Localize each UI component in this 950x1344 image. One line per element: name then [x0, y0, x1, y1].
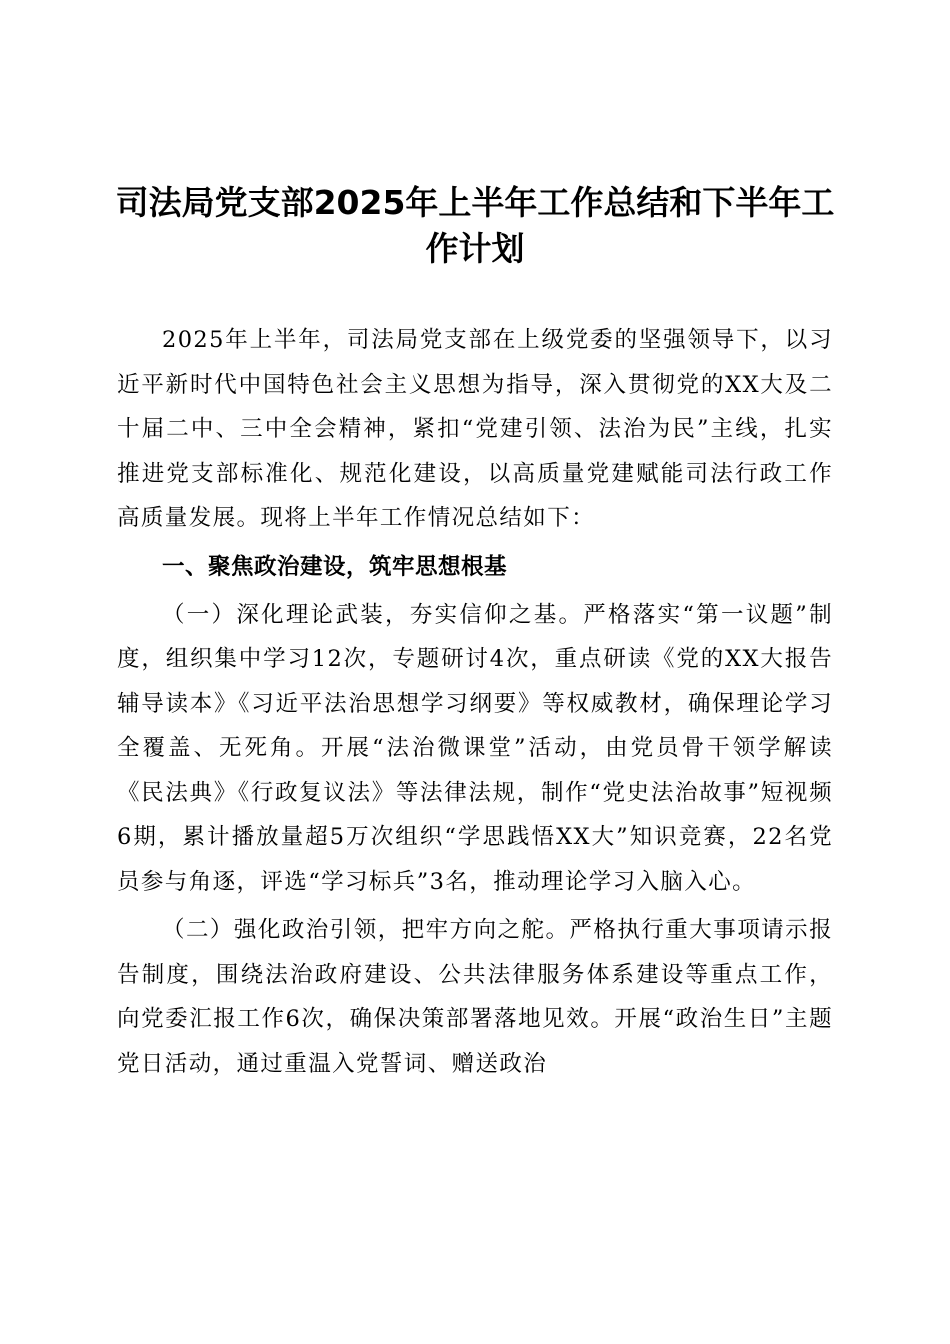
intro-paragraph: 2025年上半年，司法局党支部在上级党委的坚强领导下，以习近平新时代中国特色社会主义思想为指导，深入贯彻党的XX大及二十届二中、三中全会精神，紧扣“党建引领、法治为民”主线，扎实推进党支部标准化、规范化建设，以高质量党建赋能司法行政工作高质量发展。现将上半年工作情况总结如下：: [117, 327, 833, 531]
section-heading-1: 一、聚焦政治建设，筑牢思想根基: [162, 553, 508, 580]
section-1-paragraph-1: （一）深化理论武装，夯实信仰之基。严格落实“第一议题”制度，组织集中学习12次，专题研讨4次，重点研读《党的XX大报告辅导读本》《习近平法治思想学习纲要》等权威教材，确保理论学习全覆盖、无死角。开展“法治微课堂”活动，由党员骨干领学解读《民法典》《行政复议法》等法律法规，制作“党史法治故事”短视频6期，累计播放量超5万次组织“学思践悟XX大”知识竞赛，22名党员参与角逐，评选“学习标兵”3名，推动理论学习入脑入心。: [117, 601, 833, 895]
section-1-paragraph-2: （二）强化政治引领，把牢方向之舵。严格执行重大事项请示报告制度，围绕法治政府建设、公共法律服务体系建设等重点工作，向党委汇报工作6次，确保决策部署落地见效。开展“政治生日”主题党日活动，通过重温入党誓词、赠送政治: [117, 917, 833, 1077]
document-body: [117, 318, 833, 1086]
document-title: 司法局党支部2025年上半年工作总结和下半年工作计划: [115, 183, 835, 268]
